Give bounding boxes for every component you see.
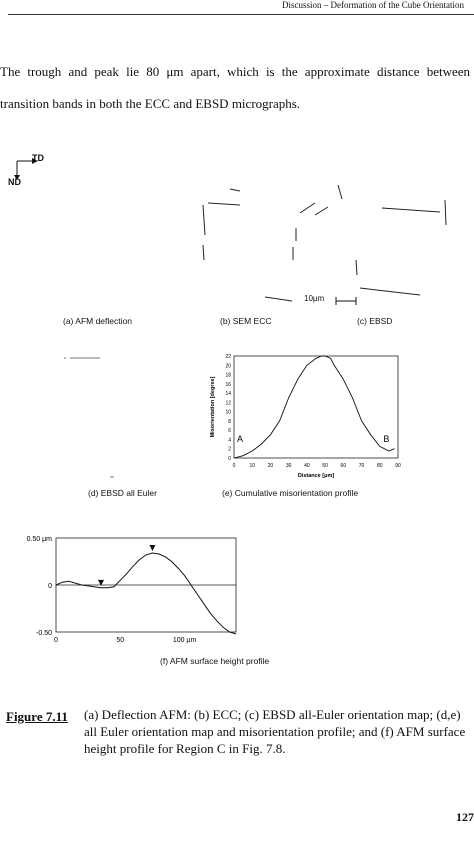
caption-a: (a) AFM deflection (63, 316, 132, 326)
misorientation-line (234, 356, 394, 458)
x-tick-label: 40 (304, 463, 310, 469)
annotation-b: B (383, 433, 390, 444)
y-tick-label: 10 (225, 409, 231, 416)
x-tick-label: 0 (54, 637, 58, 644)
y-tick-label: 18 (225, 372, 231, 379)
afm-height-chart (0, 522, 250, 652)
panel-d-image (60, 355, 120, 485)
y-tick-label: 16 (225, 381, 231, 388)
y-tick-label: 14 (225, 391, 231, 398)
misorientation-chart (200, 350, 410, 485)
x-tick-label: 60 (340, 463, 347, 469)
plot-frame (234, 356, 398, 458)
page-number: 127 (456, 810, 474, 824)
height-profile-line (56, 553, 236, 634)
y-tick-label: 0.50 μm (26, 536, 52, 543)
y-tick-label: 0 (48, 583, 52, 590)
caption-c: (c) EBSD (357, 316, 393, 326)
caption-f: (f) AFM surface height profile (160, 656, 270, 666)
x-tick-label: 80 (376, 463, 383, 469)
x-tick-label: 50 (322, 463, 328, 469)
y-tick-label: 6 (228, 428, 231, 435)
y-tick-label: 2 (228, 446, 231, 453)
micrograph-panels (60, 185, 460, 315)
annotation-a: A (237, 433, 244, 444)
profile-marker (149, 545, 155, 551)
caption-b: (b) SEM ECC (220, 316, 272, 326)
x-tick-label: 70 (358, 463, 365, 469)
nd-label: ND (8, 177, 21, 187)
y-tick-label: 22 (225, 354, 231, 360)
header-rule (8, 14, 474, 15)
y-tick-label: -0.50 (36, 630, 52, 637)
y-tick-label: 0 (228, 456, 231, 462)
figure-label: Figure 7.11 (6, 709, 68, 724)
scale-bar (334, 296, 358, 306)
x-tick-label: 10 (249, 463, 256, 469)
body-paragraph: The trough and peak lie 80 μm apart, which is the approximate distance between transition bands in both the ECC and EBSD micrographs. (0, 64, 470, 111)
figure-caption: (a) Deflection AFM: (b) ECC; (c) EBSD all-Euler orientation map; (d,e) all Euler orientation map and misorientation profile; and (f) AFM surface height profile for Region C in Fig. 7.8. (84, 707, 466, 756)
x-tick-label: 100 μm (172, 637, 197, 644)
caption-e: (e) Cumulative misorientation profile (222, 488, 359, 498)
scale-bar-label: 10μm (304, 294, 325, 303)
caption-d: (d) EBSD all Euler (88, 488, 157, 498)
td-label: TD (32, 153, 44, 163)
x-tick-label: 0 (232, 463, 236, 469)
y-tick-label: 20 (225, 363, 231, 370)
x-tick-label: 90 (395, 463, 401, 469)
x-tick-label: 50 (116, 637, 125, 644)
y-axis-label: Misorientation [degree] (210, 376, 216, 438)
x-tick-label: 20 (267, 463, 274, 469)
y-tick-label: 12 (225, 400, 231, 407)
x-axis-label: Distance [μm] (297, 473, 335, 479)
y-tick-label: 4 (228, 437, 231, 444)
y-tick-label: 8 (228, 418, 231, 425)
running-header: Discussion – Deformation of the Cube Orientation (282, 0, 464, 10)
x-tick-label: 30 (285, 463, 292, 469)
